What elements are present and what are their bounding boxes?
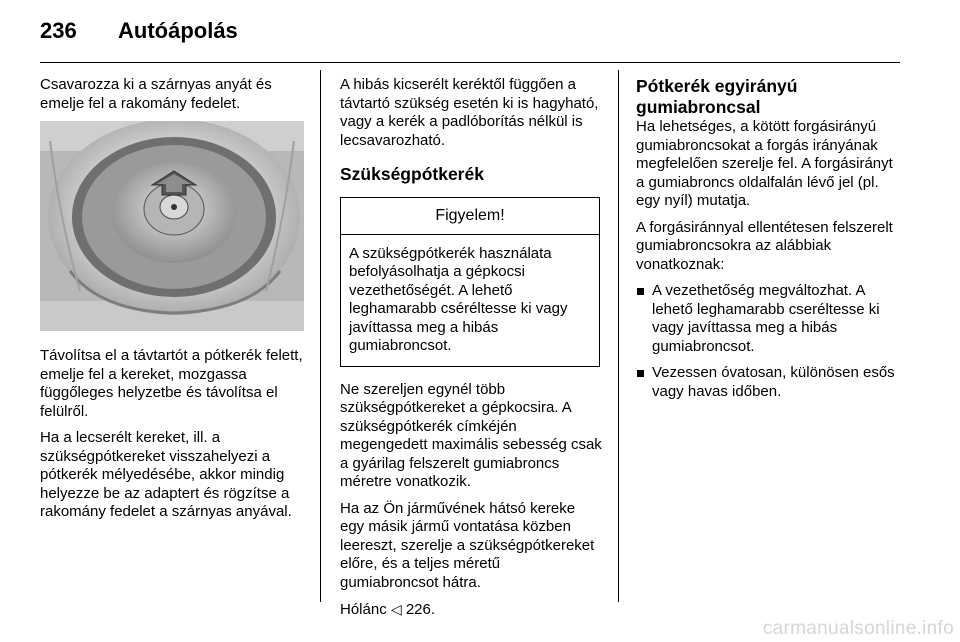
reference-label: Hólánc <box>340 601 387 618</box>
list-item <box>636 282 904 356</box>
spare-wheel-photo <box>40 121 304 331</box>
paragraph: Ne szereljen egynél több szükségpótkereket a gépkocsira. A szükségpótkerék címkéjén megengedett maximális sebesség csak a gyárilag felszerelt gumiabroncs méretre vonatkozik. <box>340 380 602 490</box>
column-2 <box>340 76 602 628</box>
list-item-text: Vezessen óvatosan, különösen esős vagy havas időben. <box>652 364 895 400</box>
bullet-list <box>636 282 904 401</box>
bullet-square-icon <box>637 370 644 377</box>
bullet-square-icon <box>637 288 644 295</box>
page-number: 236 <box>40 18 77 43</box>
paragraph: A hibás kicserélt keréktől függően a távtartó szükség esetén ki is hagyható, vagy a kerék a padlóborítás nélkül is lecsavarozható. <box>340 76 599 149</box>
page-title: Autóápolás <box>118 18 238 43</box>
paragraph: Csavarozza ki a szárnyas anyát és emelje fel a rakomány fedelet. <box>40 76 272 112</box>
list-item <box>636 364 904 401</box>
paragraph: Ha lehetséges, a kötött forgásirányú gumiabroncsokat a forgás irányának megfelelően szerelje fel. A forgásirányt a gumiabroncs oldalfalán lévő jel (pl. egy nyíl) mutatja. <box>636 118 893 209</box>
warning-title: Figyelem! <box>341 198 599 235</box>
section-heading: Pótkerék egyirányú gumiabroncsal <box>636 76 798 117</box>
header-rule <box>40 62 900 63</box>
paragraph: Távolítsa el a távtartót a pótkerék felett, emelje fel a kereket, mozgassa függőleges helyzetbe és távolítsa el felülről. <box>40 347 303 420</box>
column-divider-2 <box>618 70 619 602</box>
paragraph: Ha az Ön járművének hátsó kereke egy másik jármű vontatása közben leereszt, szerelje a szükségpótkereket előre, és a teljes méretű gumiabroncsot hátra. <box>340 499 595 591</box>
paragraph: A forgásiránnyal ellentétesen felszerelt gumiabroncsokra az alábbiak vonatkoznak: <box>636 218 893 273</box>
reference-page: 226. <box>405 601 436 618</box>
column-1 <box>40 76 306 530</box>
warning-text: A szükségpótkerék használata befolyásolhatja a gépkocsi vezethetőségét. A lehető leghamarabb cséréltesse ki vagy javíttassa meg a hibás gumiabroncsot. <box>349 244 568 354</box>
section-heading: Szükségpótkerék <box>340 164 484 184</box>
column-divider-1 <box>320 70 321 602</box>
page-reference-icon: ◁ <box>390 601 402 617</box>
paragraph: Ha a lecserélt kereket, ill. a szükségpótkereket visszahelyezi a pótkerék mélyedésébe, akkor mindig helyezze be az adaptert és rögzítse a rakomány fedelet a szárnyas anyával. <box>40 429 292 520</box>
watermark: carmanualsonline.info <box>762 618 954 639</box>
cross-reference[interactable] <box>340 600 602 620</box>
column-3 <box>636 76 904 409</box>
warning-box <box>340 197 600 367</box>
list-item-text: A vezethetőség megváltozhat. A lehető leghamarabb cseréltesse ki vagy javíttassa meg a hibás gumiabroncsot. <box>652 282 880 355</box>
